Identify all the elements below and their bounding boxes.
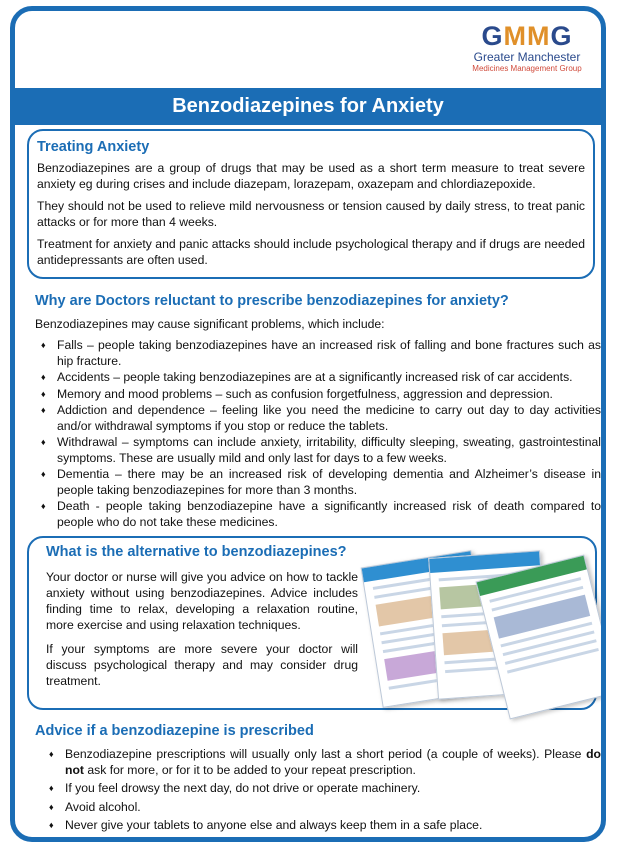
list-item: ♦ Memory and mood problems – such as confusion forgetfulness, aggression and depression.	[41, 386, 553, 401]
advice-heading: Advice if a benzodiazepine is prescribed	[35, 723, 314, 739]
gmmmg-logo	[467, 21, 587, 83]
reluctant-section	[35, 293, 601, 531]
alternative-paragraph: Your doctor or nurse will give you advice on how to tackle anxiety without using benzodiazepines. Advice includes finding time to relax, developing a relaxation routine, more exercise and using relaxation techniques.	[46, 570, 358, 632]
bullet-icon: ♦	[49, 749, 54, 759]
page-frame	[10, 6, 606, 842]
bullet-icon: ♦	[49, 783, 54, 793]
treating-anxiety-box	[27, 129, 595, 279]
alternative-box	[27, 536, 597, 710]
bullet-icon: ♦	[41, 388, 46, 399]
bullet-icon: ♦	[41, 372, 46, 382]
list-item: ♦ Withdrawal – symptoms can include anxiety, irritability, difficulty sleeping, sweating, gastrointestinal symptoms. These are usually mild and only last for days to a few weeks.	[41, 435, 601, 465]
treating-paragraph: Treatment for anxiety and panic attacks should include psychological therapy and if drugs are needed antidepressants are often used.	[37, 237, 585, 267]
logo-line-1: Greater Manchester	[473, 50, 581, 64]
alternative-paragraph: If your symptoms are more severe your doctor will discuss psychological therapy and may consider drug treatment.	[46, 642, 358, 688]
logo-line-2: Medicines Management Group	[472, 64, 582, 73]
bullet-icon: ♦	[49, 801, 54, 812]
list-item: ♦ Death - people taking benzodiazepine have a significantly increased risk of death compared to people who do not take these medicines.	[41, 499, 601, 529]
bullet-icon: ♦	[49, 820, 54, 830]
bullet-icon: ♦	[41, 340, 46, 350]
problems-list	[35, 338, 601, 530]
reluctant-heading: Why are Doctors reluctant to prescribe benzodiazepines for anxiety?	[35, 293, 509, 309]
alternative-heading: What is the alternative to benzodiazepines?	[46, 544, 347, 560]
treating-paragraph: Benzodiazepines are a group of drugs that may be used as a short term measure to treat severe anxiety eg during crises and include diazepam, lorazepam, oxazepam and chlordiazepoxide.	[37, 161, 585, 191]
bullet-icon: ♦	[41, 469, 46, 479]
list-item: ♦ Never give your tablets to anyone else and always keep them in a safe place.	[49, 818, 483, 832]
reluctant-intro: Benzodiazepines may cause significant problems, which include:	[35, 317, 385, 331]
list-item: ♦ Dementia – there may be an increased risk of developing dementia and Alzheimer’s disease in people taking benzodiazepines for more than 3 months.	[41, 467, 601, 497]
list-item: ♦ Accidents – people taking benzodiazepines are at a significantly increased risk of car accidents.	[41, 370, 573, 384]
list-item: ♦ Avoid alcohol.	[49, 799, 141, 814]
advice-list	[35, 747, 601, 834]
advice-section	[35, 723, 601, 835]
leaflets-image	[367, 546, 597, 706]
bullet-icon: ♦	[41, 405, 46, 415]
treating-heading: Treating Anxiety	[37, 139, 150, 155]
list-item: ♦ If you feel drowsy the next day, do not drive or operate machinery.	[49, 781, 421, 795]
logo-mark: GMMG	[481, 21, 573, 51]
list-item: ♦ Benzodiazepine prescriptions will usually only last a short period (a couple of weeks). Please do not ask for more, or for it to be added to your repeat prescription.	[49, 747, 601, 777]
treating-paragraph: They should not be used to relieve mild nervousness or tension caused by daily stress, to treat panic attacks or for more than 4 weeks.	[37, 199, 585, 229]
list-item: ♦ Falls – people taking benzodiazepines have an increased risk of falling and bone fractures such as hip fracture.	[41, 338, 601, 368]
bullet-icon: ♦	[41, 501, 46, 511]
page-title: Benzodiazepines for Anxiety	[15, 88, 601, 125]
bullet-icon: ♦	[41, 437, 46, 447]
list-item: ♦ Addiction and dependence – feeling like you need the medicine to carry out day to day activities and/or withdrawal symptoms if you stop or reduce the tablets.	[41, 403, 601, 433]
